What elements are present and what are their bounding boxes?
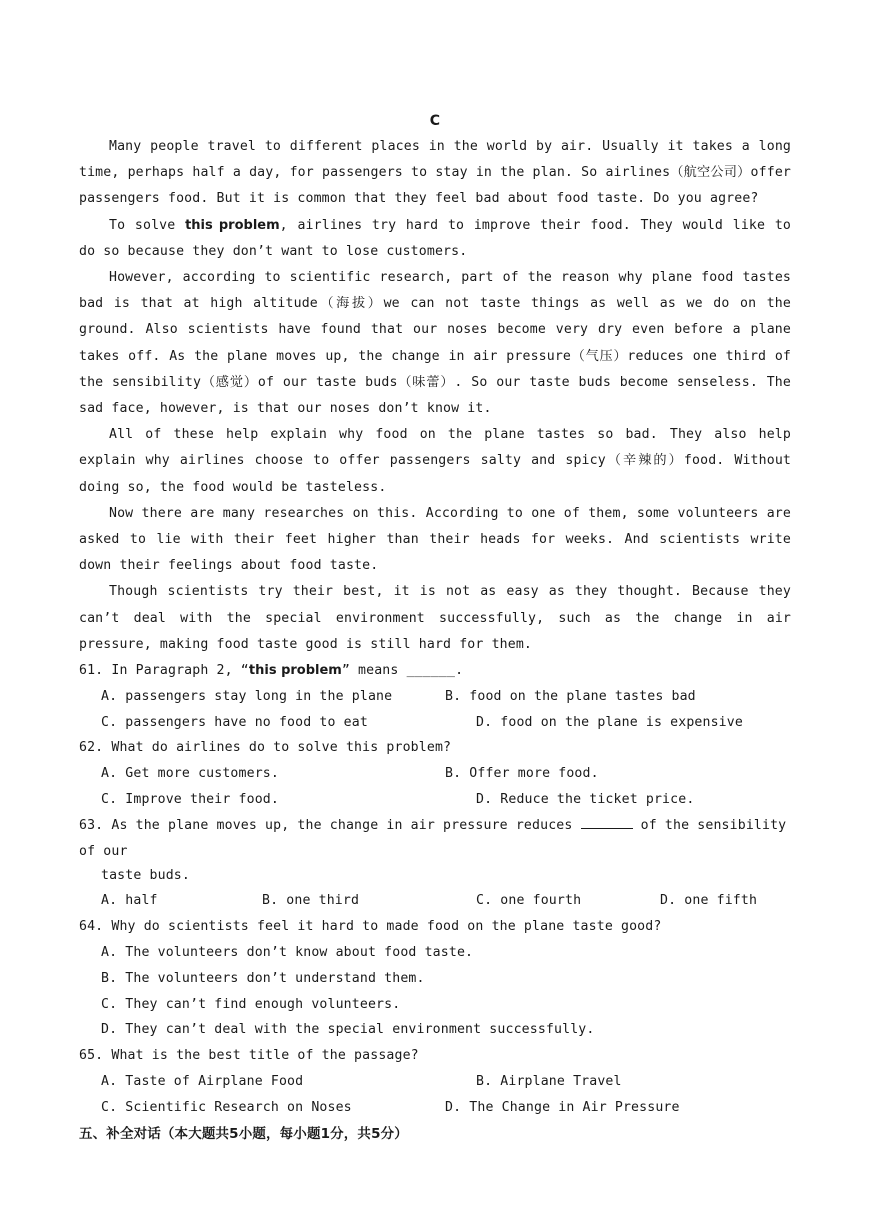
- section-5-heading: 五、补全对话（本大题共5小题，每小题1分，共5分）: [79, 1125, 408, 1142]
- q63-before: 63. As the plane moves up, the change in air pressure reduces: [79, 817, 581, 833]
- question-65-options-row-2: [79, 1095, 791, 1121]
- question-65-options-row-1: [79, 1069, 791, 1095]
- section-letter: C: [429, 113, 441, 129]
- q63-answer-blank: [581, 815, 633, 829]
- q64-option-d: D. They can’t deal with the special environment successfully.: [101, 1022, 595, 1038]
- passage-paragraph-1: Many people travel to different places in the world by air. Usually it takes a long time, perhaps half a day, for passengers to stay in the plan. So airlines（航空公司）offer passengers food. But it is common that they feel bad about food taste. Do you agree?: [79, 139, 791, 207]
- q61-highlight: this problem: [248, 663, 342, 679]
- q62-option-b: B. Offer more food.: [445, 766, 599, 782]
- q63-option-d: D. one fifth: [660, 893, 758, 909]
- q64-option-a: A. The volunteers don’t know about food taste.: [101, 945, 474, 961]
- q61-option-a: A. passengers stay long in the plane: [101, 688, 393, 704]
- passage-paragraph-2: [79, 213, 791, 265]
- highlight-this-problem: this problem: [185, 217, 280, 233]
- q61-before: 61. In Paragraph 2, “: [79, 663, 249, 679]
- q65-option-c: C. Scientific Research on Noses: [101, 1099, 352, 1115]
- q64-option-c: C. They can’t find enough volunteers.: [101, 996, 401, 1012]
- q64-option-b: B. The volunteers don’t understand them.: [101, 970, 425, 986]
- question-61-options-row-1: [79, 684, 791, 710]
- question-64-option-c-row: [79, 992, 791, 1018]
- q63-option-c: C. one fourth: [476, 893, 582, 909]
- q63-option-a: A. half: [101, 893, 158, 909]
- question-61-options-row-2: [79, 710, 791, 736]
- q65-option-d: D. The Change in Air Pressure: [445, 1099, 680, 1115]
- q61-option-c: C. passengers have no food to eat: [101, 714, 368, 730]
- p2-text-after: , airlines try hard to improve their food. They would like to do so because they don’t want to lose customers.: [79, 217, 791, 259]
- question-63-stem-continued: taste buds.: [101, 868, 190, 884]
- q65-option-a: A. Taste of Airplane Food: [101, 1074, 304, 1090]
- question-64-option-b-row: [79, 966, 791, 992]
- passage-paragraph-5: Now there are many researches on this. According to one of them, some volunteers are asked to lie with their feet higher than their heads for weeks. And scientists write down their feelings about food taste.: [79, 505, 791, 574]
- question-62-stem: 62. What do airlines do to solve this problem?: [79, 740, 452, 756]
- question-64-option-d-row: [79, 1017, 791, 1043]
- p2-text-before: To solve: [109, 217, 186, 233]
- q61-option-b: B. food on the plane tastes bad: [445, 688, 696, 704]
- q62-option-a: A. Get more customers.: [101, 766, 279, 782]
- q62-option-d: D. Reduce the ticket price.: [476, 792, 695, 808]
- q63-option-b: B. one third: [262, 893, 360, 909]
- passage-paragraph-6: Though scientists try their best, it is not as easy as they thought. Because they can’t deal with the special environment successfully, such as the change in air pressure, making food taste good is still hard for them.: [79, 584, 791, 652]
- question-62-options-row-2: [79, 787, 791, 813]
- q63-after: of the sensibility of our: [79, 817, 787, 859]
- question-64-option-a-row: [79, 940, 791, 966]
- question-63-options: [79, 888, 791, 914]
- passage-paragraph-3: However, according to scientific research, part of the reason why plane food tastes bad is that at high altitude（海拔）we can not taste things as well as we do on the ground. Also scientists have found that our noses become very dry even before a plane takes off. As the plane moves up, the change in air pressure（气压）reduces one third of the sensibility（感觉）of our taste buds（味蕾）. So our taste buds become senseless. The sad face, however, is that our noses don’t know it.: [79, 270, 791, 417]
- q65-option-b: B. Airplane Travel: [476, 1074, 622, 1090]
- question-64-stem: 64. Why do scientists feel it hard to made food on the plane taste good?: [79, 919, 662, 935]
- q61-after: ” means ______.: [341, 663, 464, 679]
- question-63-stem: [79, 813, 791, 865]
- question-65-stem: 65. What is the best title of the passage?: [79, 1048, 419, 1064]
- q62-option-c: C. Improve their food.: [101, 792, 279, 808]
- passage-paragraph-4: All of these help explain why food on the plane tastes so bad. They also help explain why airlines choose to offer passengers salty and spicy（辛辣的）food. Without doing so, the food would be tasteless.: [79, 427, 791, 495]
- question-61-stem: [79, 658, 791, 684]
- exam-page: [79, 108, 791, 1147]
- question-62-options-row-1: [79, 761, 791, 787]
- q61-option-d: D. food on the plane is expensive: [476, 714, 743, 730]
